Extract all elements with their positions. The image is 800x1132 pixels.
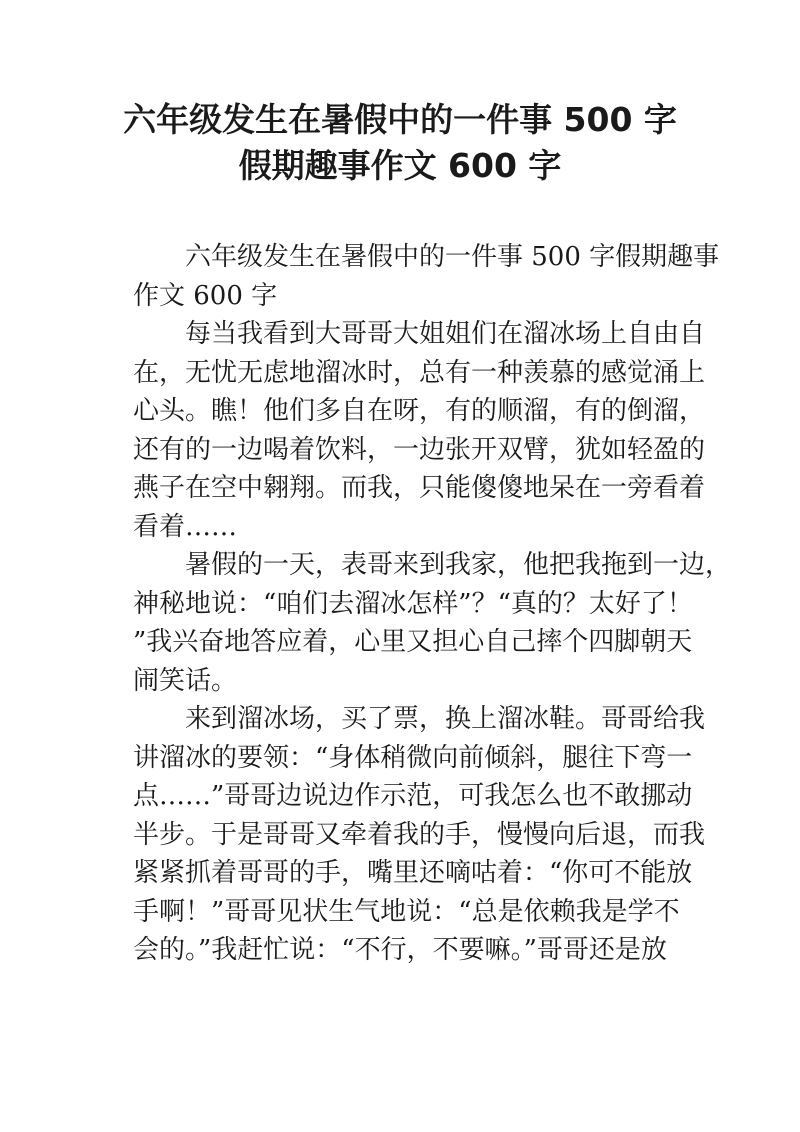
document-title-line-1: 六年级发生在暑假中的一件事 500 字 bbox=[123, 100, 677, 139]
document-body bbox=[133, 238, 732, 970]
paragraph-line: 会的。”我赶忙说：“不行，不要嘛。”哥哥还是放 bbox=[133, 935, 667, 965]
paragraph-line: 在，无忧无虑地溜冰时，总有一种羡慕的感觉涌上 bbox=[133, 357, 706, 388]
paragraph-line: 半步。于是哥哥又牵着我的手，慢慢向后退，而我 bbox=[133, 819, 706, 850]
document-title-line-2: 假期趣事作文 600 字 bbox=[238, 146, 562, 185]
paragraph-line: 手啊！”哥哥见状生气地说：“总是依赖我是学不 bbox=[133, 896, 680, 927]
paragraph-line: 来到溜冰场，买了票，换上溜冰鞋。哥哥给我 bbox=[185, 704, 706, 734]
paragraph-line: 燕子在空中翱翔。而我，只能傻傻地呆在一旁看着 bbox=[133, 473, 706, 503]
paragraph-line: 还有的一边喝着饮料，一边张开双臂，犹如轻盈的 bbox=[133, 434, 706, 465]
paragraph-line: 暑假的一天，表哥来到我家，他把我拖到一边， bbox=[185, 550, 732, 580]
paragraph-line: 作文 600 字 bbox=[133, 280, 278, 311]
paragraph-line: 讲溜冰的要领：“身体稍微向前倾斜，腿往下弯一 bbox=[133, 742, 693, 773]
paragraph-line: 六年级发生在暑假中的一件事 500 字假期趣事 bbox=[185, 242, 720, 272]
paragraph-line: 闹笑话。 bbox=[133, 665, 238, 696]
paragraph-line: 心头。瞧！他们多自在呀，有的顺溜，有的倒溜， bbox=[133, 396, 706, 426]
paragraph-line: 每当我看到大哥哥大姐姐们在溜冰场上自由自 bbox=[185, 319, 706, 349]
paragraph-line: 点……”哥哥边说边作示范，可我怎么也不敢挪动 bbox=[133, 781, 693, 811]
paragraph-line: 神秘地说：“咱们去溜冰怎样”？“真的？太好了！ bbox=[133, 588, 693, 619]
paragraph-line: ”我兴奋地答应着，心里又担心自己摔个四脚朝天 bbox=[133, 627, 693, 657]
paragraph-line: 紧紧抓着哥哥的手，嘴里还嘀咕着：“你可不能放 bbox=[133, 858, 693, 888]
paragraph-line: 看着…… bbox=[133, 511, 238, 542]
